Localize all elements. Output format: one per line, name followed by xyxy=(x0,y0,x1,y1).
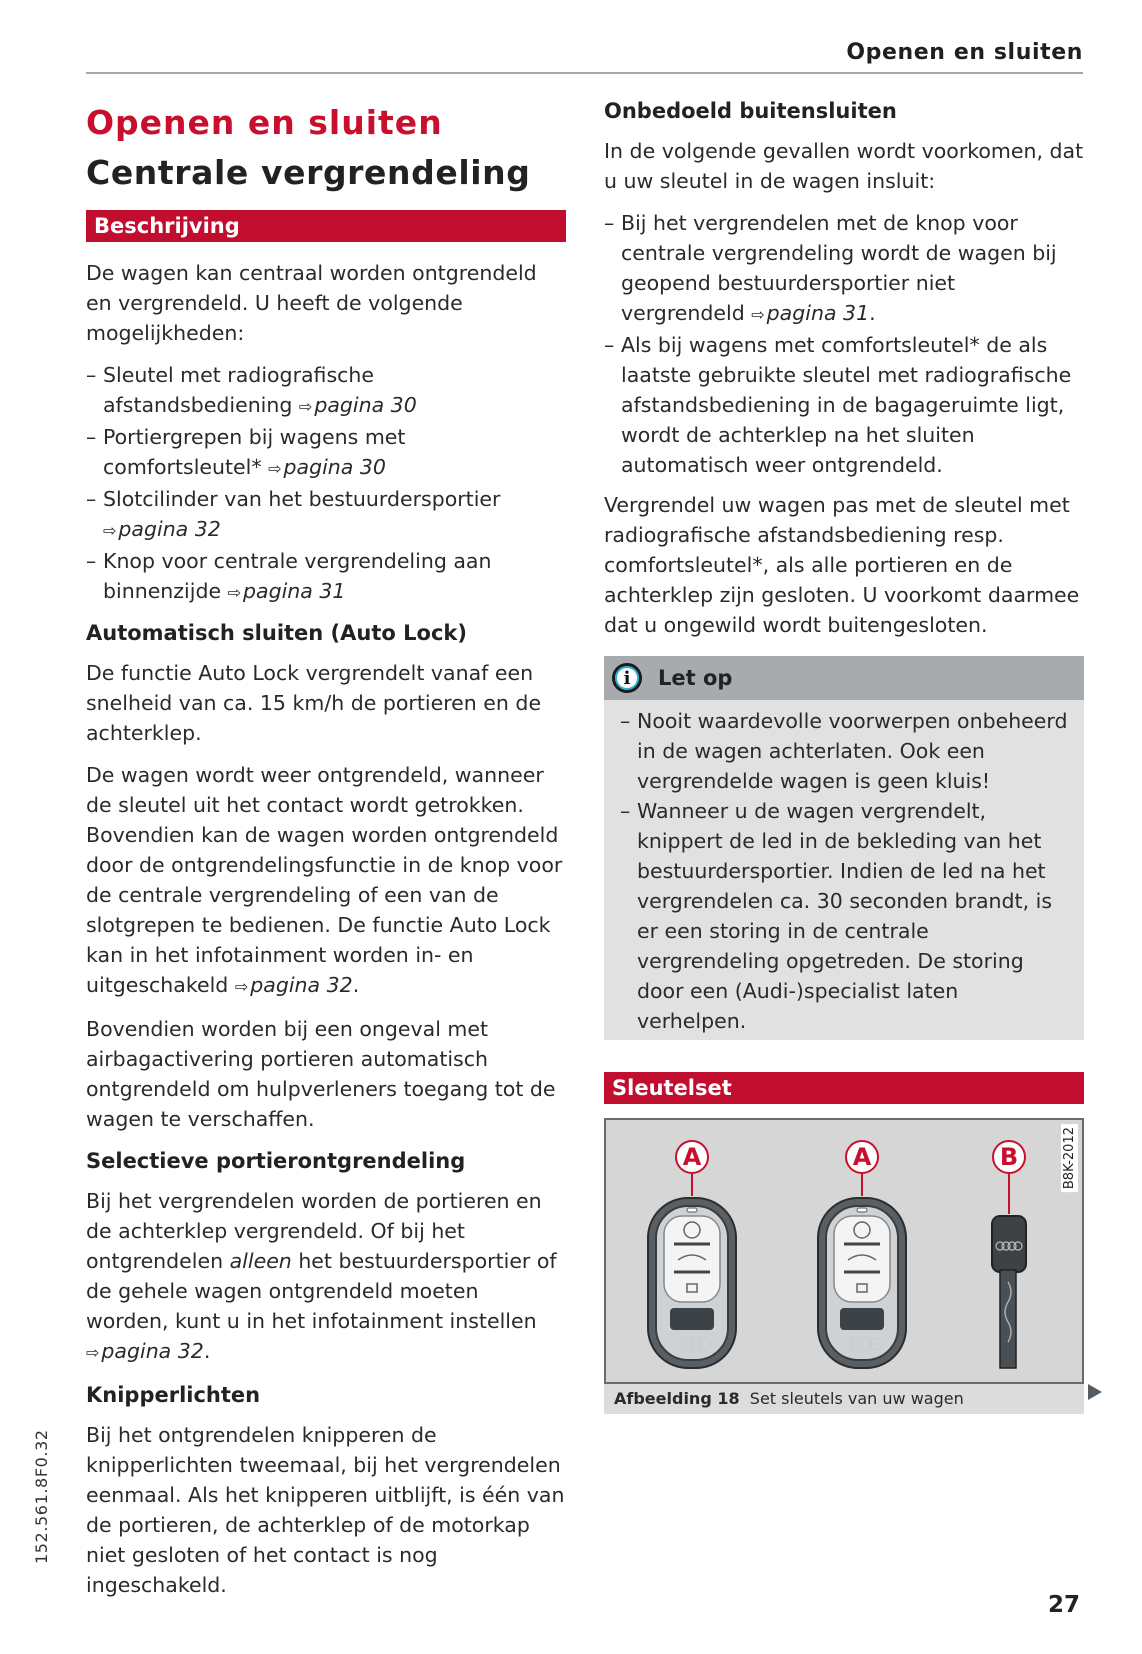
list-item: – Slotcilinder van het bestuurdersportier ⇨pagina 32 xyxy=(86,484,566,546)
lockout-list xyxy=(604,208,1084,480)
header-divider xyxy=(86,72,1083,74)
left-column xyxy=(86,96,566,1612)
arrow-right-icon: ⇨ xyxy=(298,397,313,416)
paragraph: De functie Auto Lock vergrendelt vanaf een snelheid van ca. 15 km/h de portieren en de achterklep. xyxy=(86,661,542,745)
paragraph: De wagen wordt weer ontgrendeld, wanneer de sleutel uit het contact wordt getrokken. Bovendien kan de wagen worden ontgrendeld door de ontgrendelingsfunctie in de knop voor de centrale vergrendeling of een van de slotgrepen te bedienen. De functie Auto Lock kan in het infotainment worden in- en uitgeschakeld ⇨pagina 32. xyxy=(86,763,563,997)
page-reference-link[interactable]: ⇨pagina 31 xyxy=(227,579,346,603)
callout-a-2: A xyxy=(845,1140,879,1174)
right-column xyxy=(604,96,1084,1414)
emergency-key-icon xyxy=(988,1212,1032,1372)
arrow-right-icon: ⇨ xyxy=(234,977,249,996)
intro-paragraph: De wagen kan centraal worden ontgrendeld en vergrendeld. U heeft de volgende mogelijkheden: xyxy=(86,261,537,345)
section-title: Centrale vergrendeling xyxy=(86,153,531,192)
page-reference-link[interactable]: ⇨pagina 32 xyxy=(86,1339,204,1363)
list-item: – Knop voor centrale vergrendeling aan binnenzijde ⇨pagina 31 xyxy=(86,546,566,608)
callout-line xyxy=(1008,1174,1010,1214)
list-item: – Sleutel met radiografische afstandsbediening ⇨pagina 30 xyxy=(86,360,566,422)
paragraph: Bovendien worden bij een ongeval met airbagactivering portieren automatisch ontgrendeld om hulpverleners toegang tot de wagen te verschaffen. xyxy=(86,1017,556,1131)
arrow-right-icon: ⇨ xyxy=(103,521,117,540)
heading-blinkers: Knipperlichten xyxy=(86,1383,261,1407)
page-reference-link[interactable]: ⇨pagina 30 xyxy=(298,393,417,417)
note-title: Let op xyxy=(658,666,733,690)
heading-selective-unlock: Selectieve portierontgrendeling xyxy=(86,1149,466,1173)
arrow-right-icon: ⇨ xyxy=(227,583,241,602)
section-band-beschrijving: Beschrijving xyxy=(86,210,566,242)
paragraph: Bij het ontgrendelen knipperen de knipperlichten tweemaal, bij het vergrendelen eenmaal. Als het knipperen uitblijft, is één van de portieren, de achterklep of de motorkap niet gesloten of het contact is nog ingeschakeld. xyxy=(86,1423,565,1597)
figure-caption: Afbeelding 18 Set sleutels van uw wagen xyxy=(604,1384,1084,1414)
document-code: 152.561.8F0.32 xyxy=(32,1429,51,1564)
arrow-right-icon: ⇨ xyxy=(86,1343,100,1362)
list-item: – Bij het vergrendelen met de knop voor centrale vergrendeling wordt de wagen bij geopend bestuurdersportier niet vergrendeld ⇨pagina 31. xyxy=(604,208,1084,330)
running-head: Openen en sluiten xyxy=(846,40,1083,65)
chapter-title: Openen en sluiten xyxy=(86,103,443,142)
page-reference-link[interactable]: ⇨pagina 32 xyxy=(234,973,353,997)
paragraph: Vergrendel uw wagen pas met de sleutel met radiografische afstandsbediening resp. comfortsleutel*, als alle portieren en de achterklep zijn gesloten. U voorkomt daarmee dat u ongewild wordt buitengesloten. xyxy=(604,493,1080,637)
page-reference-link[interactable]: ⇨pagina 30 xyxy=(268,455,386,479)
callout-line xyxy=(691,1174,693,1196)
page-reference-link[interactable]: ⇨pagina 32 xyxy=(103,517,221,541)
page-number: 27 xyxy=(1048,1592,1081,1618)
list-item: – Als bij wagens met comfortsleutel* de als laatste gebruikte sleutel met radiografische afstandsbediening in de bagageruimte ligt, wordt de achterklep na het sluiten automatisch weer ontgrendeld. xyxy=(604,330,1084,480)
callout-line xyxy=(861,1174,863,1196)
list-item: – Wanneer u de wagen vergrendelt, knippert de led in de bekleding van het bestuurdersportier. Indien de led na het vergrendelen ca. 30 seconden brandt, is er een storing in de centrale vergrendeling opgetreden. De storing door een (Audi-)specialist laten verhelpen. xyxy=(620,796,1072,1036)
paragraph: Bij het vergrendelen worden de portieren en de achterklep vergrendeld. Of bij het ontgrendelen alleen het bestuurdersportier of de gehele wagen ontgrendeld moeten worden, kunt u in het infotainment instellen ⇨pagina 32. xyxy=(86,1189,557,1363)
arrow-right-icon: ⇨ xyxy=(751,305,765,324)
remote-key-icon xyxy=(812,1194,912,1374)
page-reference-link[interactable]: ⇨pagina 31 xyxy=(751,301,870,325)
arrow-right-icon: ⇨ xyxy=(268,459,282,478)
key-set-figure xyxy=(604,1118,1084,1384)
callout-b: B xyxy=(992,1140,1026,1174)
section-band-sleutelset: Sleutelset xyxy=(604,1072,1084,1104)
heading-auto-lock: Automatisch sluiten (Auto Lock) xyxy=(86,621,467,645)
figure-id: B8K-2012 xyxy=(1061,1124,1078,1192)
list-item: – Nooit waardevolle voorwerpen onbeheerd in de wagen achterlaten. Ook een vergrendelde wagen is geen kluis! xyxy=(620,706,1072,796)
unlock-options-list xyxy=(86,360,566,608)
heading-lockout: Onbedoeld buitensluiten xyxy=(604,99,897,123)
note-list xyxy=(604,700,1084,1040)
continue-arrow-icon xyxy=(1088,1384,1102,1400)
paragraph: In de volgende gevallen wordt voorkomen, dat u uw sleutel in de wagen insluit: xyxy=(604,139,1084,193)
note-header xyxy=(604,656,1084,700)
list-item: – Portiergrepen bij wagens met comfortsleutel* ⇨pagina 30 xyxy=(86,422,566,484)
note-box xyxy=(604,656,1084,1040)
info-icon: i xyxy=(612,663,642,693)
remote-key-icon xyxy=(642,1194,742,1374)
callout-a-1: A xyxy=(675,1140,709,1174)
